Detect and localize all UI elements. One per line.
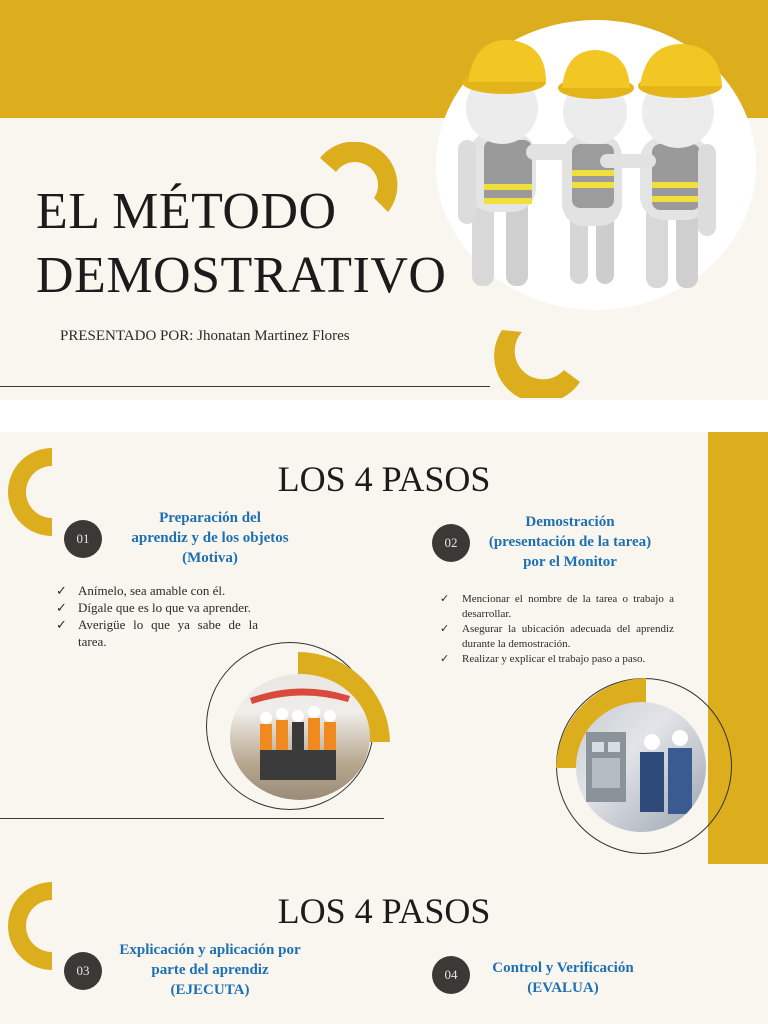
list-item: ✓ Mencionar el nombre de la tarea o trabajo a desarrollar. [440, 593, 674, 620]
check-icon: ✓ [440, 653, 450, 665]
check-icon: ✓ [440, 593, 450, 605]
workers-group-photo [230, 674, 370, 800]
step-number-badge: 02 [432, 524, 470, 562]
slide-title [0, 0, 768, 400]
list-item: ✓ Averigüe lo que ya sabe de la tarea. [56, 617, 258, 649]
divider-line [0, 818, 384, 819]
step-title: Preparación del aprendiz y de los objetos (Motiva) [131, 510, 289, 566]
slide-four-steps-2 [0, 864, 768, 1024]
check-icon: ✓ [440, 623, 450, 635]
title-line-2: DEMOSTRATIVO [36, 247, 447, 304]
step-title: Control y Verificación (EVALUA) [492, 960, 634, 996]
step-number-badge: 03 [64, 952, 102, 990]
workers-illustration [450, 36, 740, 306]
step-number-badge: 04 [432, 956, 470, 994]
check-icon: ✓ [56, 617, 67, 632]
divider-line [0, 386, 490, 387]
list-item: ✓ Realizar y explicar el trabajo paso a paso. [440, 653, 646, 665]
section-heading: LOS 4 PASOS [277, 891, 491, 931]
presenter-text: PRESENTADO POR: Jhonatan Martinez Flores [60, 328, 350, 344]
check-icon: ✓ [56, 583, 67, 598]
section-heading: LOS 4 PASOS [277, 459, 491, 499]
presentation-title [36, 180, 446, 308]
list-item: ✓ Asegurar la ubicación adecuada del aprendiz durante la demostración. [440, 623, 674, 650]
arc-decoration-bottom [494, 322, 586, 398]
step-title: Demostración (presentación de la tarea) por el Monitor [488, 514, 652, 570]
title-line-1: EL MÉTODO [36, 183, 337, 240]
list-item: ✓ Dígale que es lo que va aprender. [56, 600, 251, 615]
step-items-list [438, 592, 674, 667]
step-items-list [54, 582, 258, 650]
step-title: Explicación y aplicación por parte del aprendiz (EJECUTA) [119, 942, 301, 998]
check-icon: ✓ [56, 600, 67, 615]
list-item: ✓ Anímelo, sea amable con él. [56, 583, 226, 598]
control-panel-photo [576, 702, 706, 832]
slide-four-steps-1 [0, 432, 768, 864]
step-number-badge: 01 [64, 520, 102, 558]
